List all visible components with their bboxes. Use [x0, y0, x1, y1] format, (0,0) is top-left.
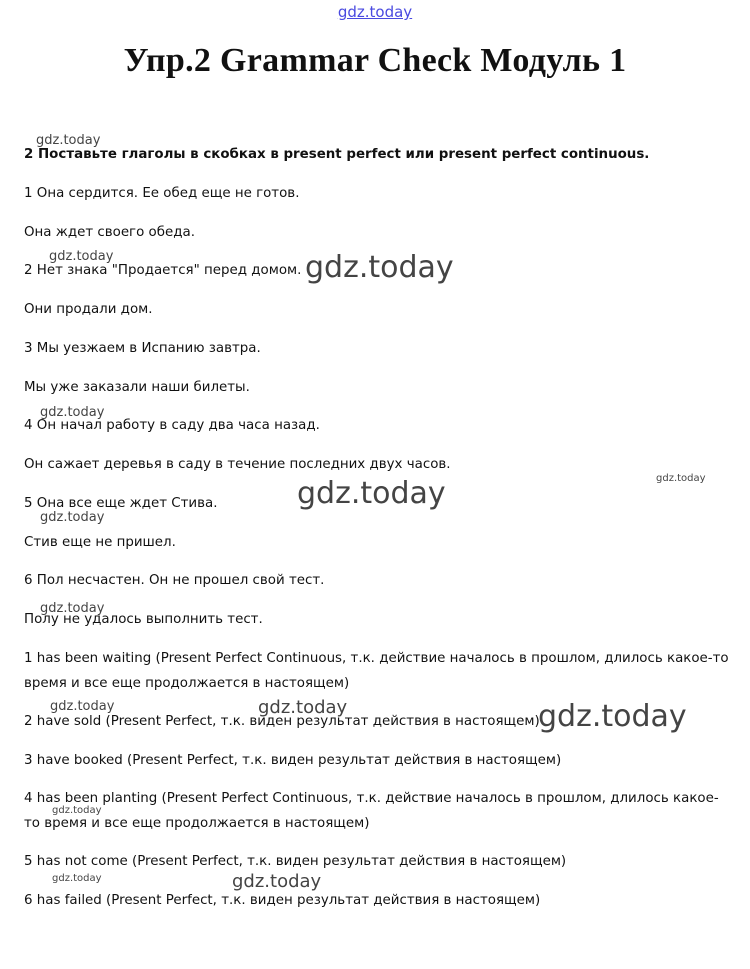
sentence-line: Они продали дом. — [24, 302, 153, 317]
answer-line: 1 has been waiting (Present Perfect Continuous, т.к. действие началось в прошлом, длилось какое-то — [24, 651, 729, 666]
sentence-line: Он сажает деревья в саду в течение последних двух часов. — [24, 457, 451, 472]
watermark: gdz.today — [297, 476, 446, 511]
answer-line: 3 have booked (Present Perfect, т.к. виден результат действия в настоящем) — [24, 753, 562, 768]
sentence-line: 3 Мы уезжаем в Испанию завтра. — [24, 341, 261, 356]
sentence-line: Мы уже заказали наши билеты. — [24, 380, 250, 395]
page-title: Упр.2 Grammar Check Модуль 1 — [123, 42, 627, 79]
answer-line: время и все еще продолжается в настоящем) — [24, 676, 350, 691]
watermark: gdz.today — [50, 699, 115, 714]
sentence-line: 6 Пол несчастен. Он не прошел свой тест. — [24, 573, 325, 588]
sentence-line: 2 Нет знака "Продается" перед домом. — [24, 263, 302, 278]
task-heading: 2 Поставьте глаголы в скобках в present perfect или present perfect continuous. — [24, 147, 650, 162]
sentence-line: Она ждет своего обеда. — [24, 225, 195, 240]
answer-line: то время и все еще продолжается в настоящем) — [24, 816, 370, 831]
answer-line: 4 has been planting (Present Perfect Continuous, т.к. действие началось в прошлом, длилось какое- — [24, 791, 719, 806]
watermark: gdz.today — [538, 699, 687, 734]
watermark: gdz.today — [40, 601, 105, 616]
watermark: gdz.today — [52, 873, 102, 884]
sentence-line: Полу не удалось выполнить тест. — [24, 612, 263, 627]
header-watermark-link[interactable]: gdz.today — [337, 3, 413, 21]
watermark: gdz.today — [40, 510, 105, 525]
watermark: gdz.today — [258, 697, 348, 718]
sentence-line: 5 Она все еще ждет Стива. — [24, 496, 218, 511]
watermark: gdz.today — [305, 250, 454, 285]
sentence-line: Стив еще не пришел. — [24, 535, 176, 550]
answer-line: 5 has not come (Present Perfect, т.к. виден результат действия в настоящем) — [24, 854, 567, 869]
sentence-line: 4 Он начал работу в саду два часа назад. — [24, 418, 320, 433]
watermark: gdz.today — [49, 249, 114, 264]
watermark: gdz.today — [232, 871, 322, 892]
answer-line: 2 have sold (Present Perfect, т.к. виден результат действия в настоящем) — [24, 714, 540, 729]
watermark: gdz.today — [36, 133, 101, 148]
sentence-line: 1 Она сердится. Ее обед еще не готов. — [24, 186, 300, 201]
watermark: gdz.today — [656, 473, 706, 484]
watermark: gdz.today — [52, 805, 102, 816]
watermark: gdz.today — [40, 405, 105, 420]
answer-line: 6 has failed (Present Perfect, т.к. виден результат действия в настоящем) — [24, 893, 541, 908]
